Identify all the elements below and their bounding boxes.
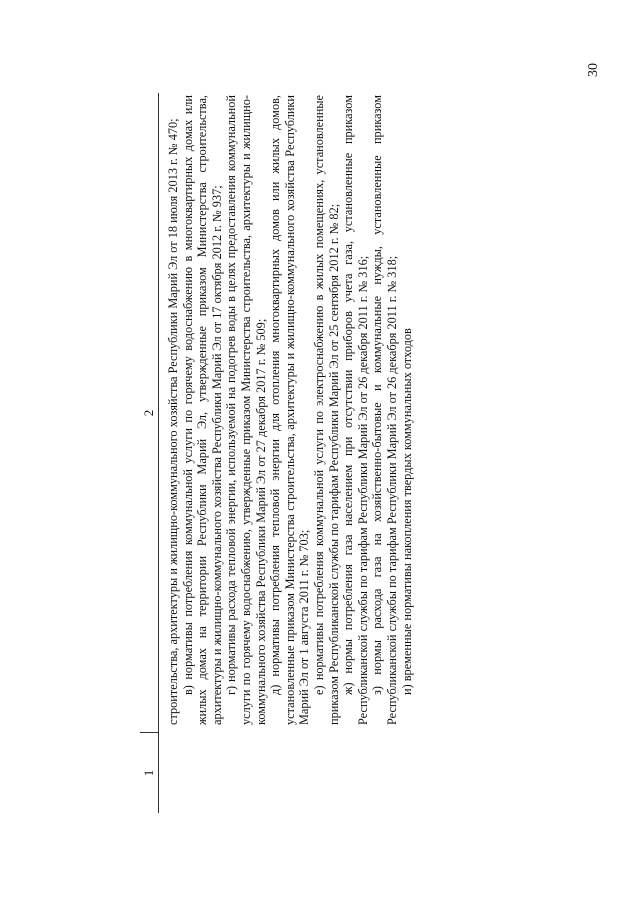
paragraph: е) нормативы потребления коммунальной услуги по электроснабжению в жилых помещениях, установленные приказом Республиканской службы по тарифам Республики Марий Эл от 25 сентября 2012 г. № 82; <box>311 95 341 725</box>
paragraph: в) нормативы потребления коммунальной услуги по горячему водоснабжению в многоквартирных домах или жилых домах на территории Республики Марий Эл, утвержденные приказом Министерства строительства, архитектуры и жилищно-коммунального хозяйства Республики Марий Эл от 17 октября 2012 г. № 937; <box>180 95 224 725</box>
paragraph: з) нормы расхода газа на хозяйственно-бытовые и коммунальные нужды, установленные приказом Республиканской службы по тарифам Республики Марий Эл от 26 декабря 2011 г. № 318; <box>370 95 399 725</box>
column-header-1: 1 <box>141 769 156 777</box>
page-number: 30 <box>586 63 601 77</box>
table-header-row <box>140 93 159 813</box>
rotated-table <box>140 93 600 813</box>
paragraph: г) нормативы расхода тепловой энергии, используемой на подогрев воды в целях предоставления коммунальной услуги по горячему водоснабжению, утвержденные приказом Министерства строительства, архитектуры и жилищно-коммунального хозяйства Республики Марий Эл от 27 декабря 2017 г. № 509; <box>224 95 268 725</box>
column-header-2: 2 <box>141 409 156 417</box>
table-body-text <box>166 95 414 725</box>
paragraph: строительства, архитектуры и жилищно-коммунального хозяйства Республики Марий Эл от 18 июля 2013 г. № 470; <box>166 118 180 725</box>
paragraph: д) нормативы потребления тепловой энергии для отопления многоквартирных домов или жилых домов, установленные приказом Министерства строительства, архитектуры и жилищно-коммунального хозяйства Республики Марий Эл от 1 августа 2011 г. № 703; <box>268 95 312 725</box>
paragraph: и) временные нормативы накопления твердых коммунальных отходов <box>399 328 414 695</box>
paragraph: ж) нормы потребления газа населением при отсутствии приборов учета газа, установленные приказом Республиканской службы по тарифам Республики Марий Эл от 26 декабря 2011 г. № 316; <box>341 95 370 725</box>
